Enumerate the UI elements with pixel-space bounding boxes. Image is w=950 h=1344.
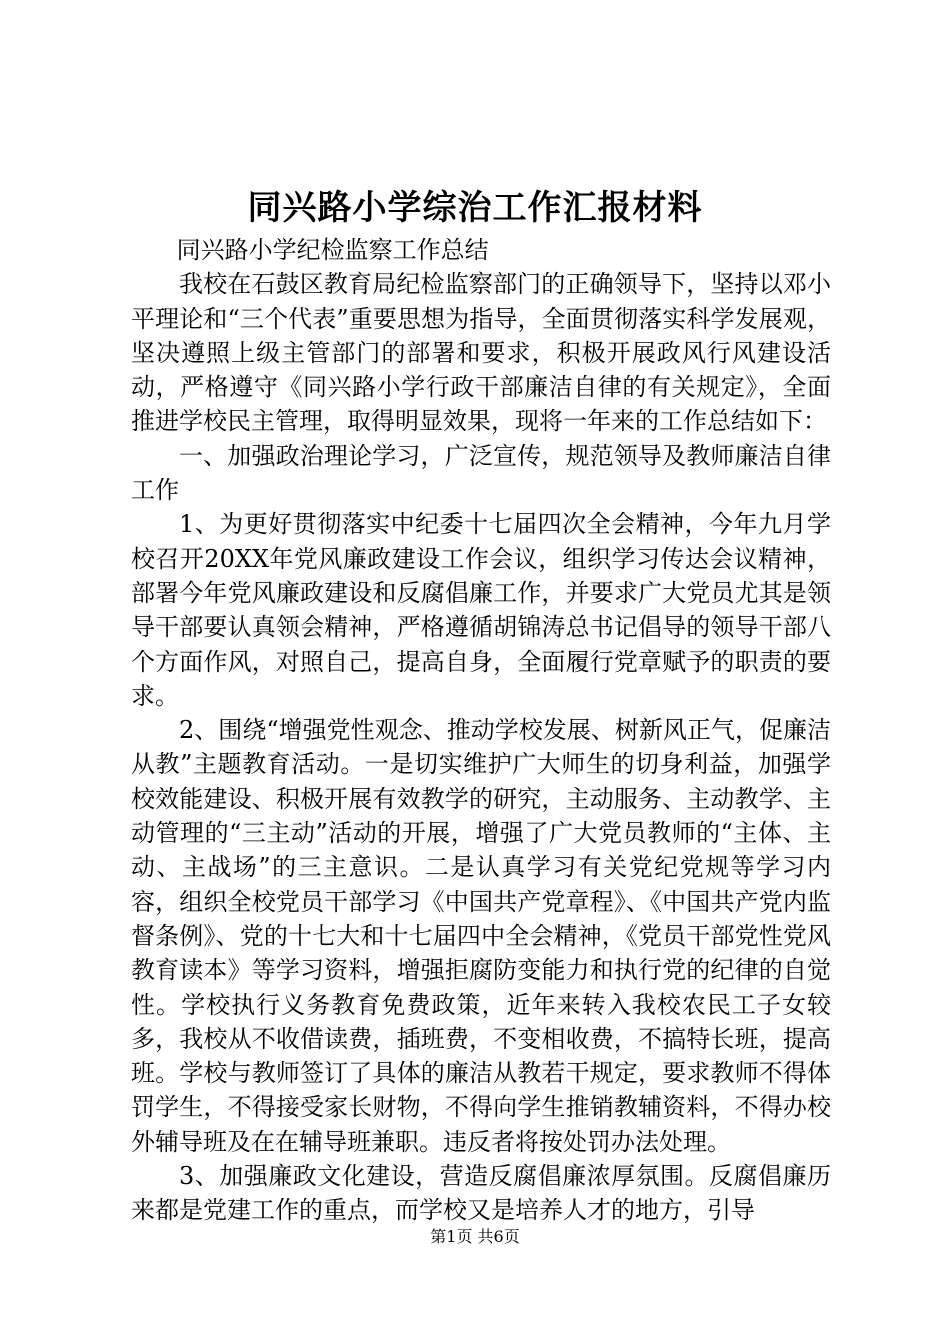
paragraph-item-2: 2、围绕“增强党性观念、推动学校发展、树新风正气，促廉洁从教”主题教育活动。一是切实维护广大师生的切身利益，加强学校效能建设、积极开展有效教学的研究，主动服务、主动教学、主动管理的“三主动”活动的开展，增强了广大党员教师的“主体、主动、主战场”的三主意识。二是认真学习有关党纪党规等学习内容，组织全校党员干部学习《中国共产党章程》、《中国共产党内监督条例》、党的十七大和十七届四中全会精神，《党员干部党性党风教育读本》等学习资料，增强拒腐防变能力和执行党的纪律的自觉性。学校执行义务教育免费政策，近年来转入我校农民工子女较多，我校从不收借读费，插班费，不变相收费，不搞特长班，提高班。学校与教师签订了具体的廉洁从教若干规定，要求教师不得体罚学生，不得接受家长财物，不得向学生推销教辅资料，不得办校外辅导班及在在辅导班兼职。违反者将按处罚办法处理。 xyxy=(131,716,831,1156)
paragraph-item-1: 1、为更好贯彻落实中纪委十七届四次全会精神，今年九月学校召开20XX年党风廉政建设工作会议，组织学习传达会议精神，部署今年党风廉政建设和反腐倡廉工作，并要求广大党员尤其是领导干部要认真领会精神，严格遵循胡锦涛总书记倡导的领导干部八个方面作风，对照自己，提高自身，全面履行党章赋予的职责的要求。 xyxy=(131,510,831,710)
page-footer: 第1页 共6页 xyxy=(430,1227,520,1246)
document-body xyxy=(131,233,831,1228)
paragraph-item-3: 3、加强廉政文化建设，营造反腐倡廉浓厚氛围。反腐倡廉历来都是党建工作的重点，而学校又是培养人才的地方，引导 xyxy=(131,1162,831,1225)
document-subtitle: 同兴路小学纪检监察工作总结 xyxy=(176,236,489,264)
section-heading-1: 一、加强政治理论学习，广泛宣传，规范领导及教师廉洁自律工作 xyxy=(131,441,831,505)
document-title: 同兴路小学综治工作汇报材料 xyxy=(247,188,703,228)
paragraph-intro: 我校在石鼓区教育局纪检监察部门的正确领导下，坚持以邓小平理论和“三个代表”重要思想为指导，全面贯彻落实科学发展观，坚决遵照上级主管部门的部署和要求，积极开展政风行风建设活动，严格遵守《同兴路小学行政干部廉洁自律的有关规定》，全面推进学校民主管理，取得明显效果，现将一年来的工作总结如下： xyxy=(131,270,831,436)
